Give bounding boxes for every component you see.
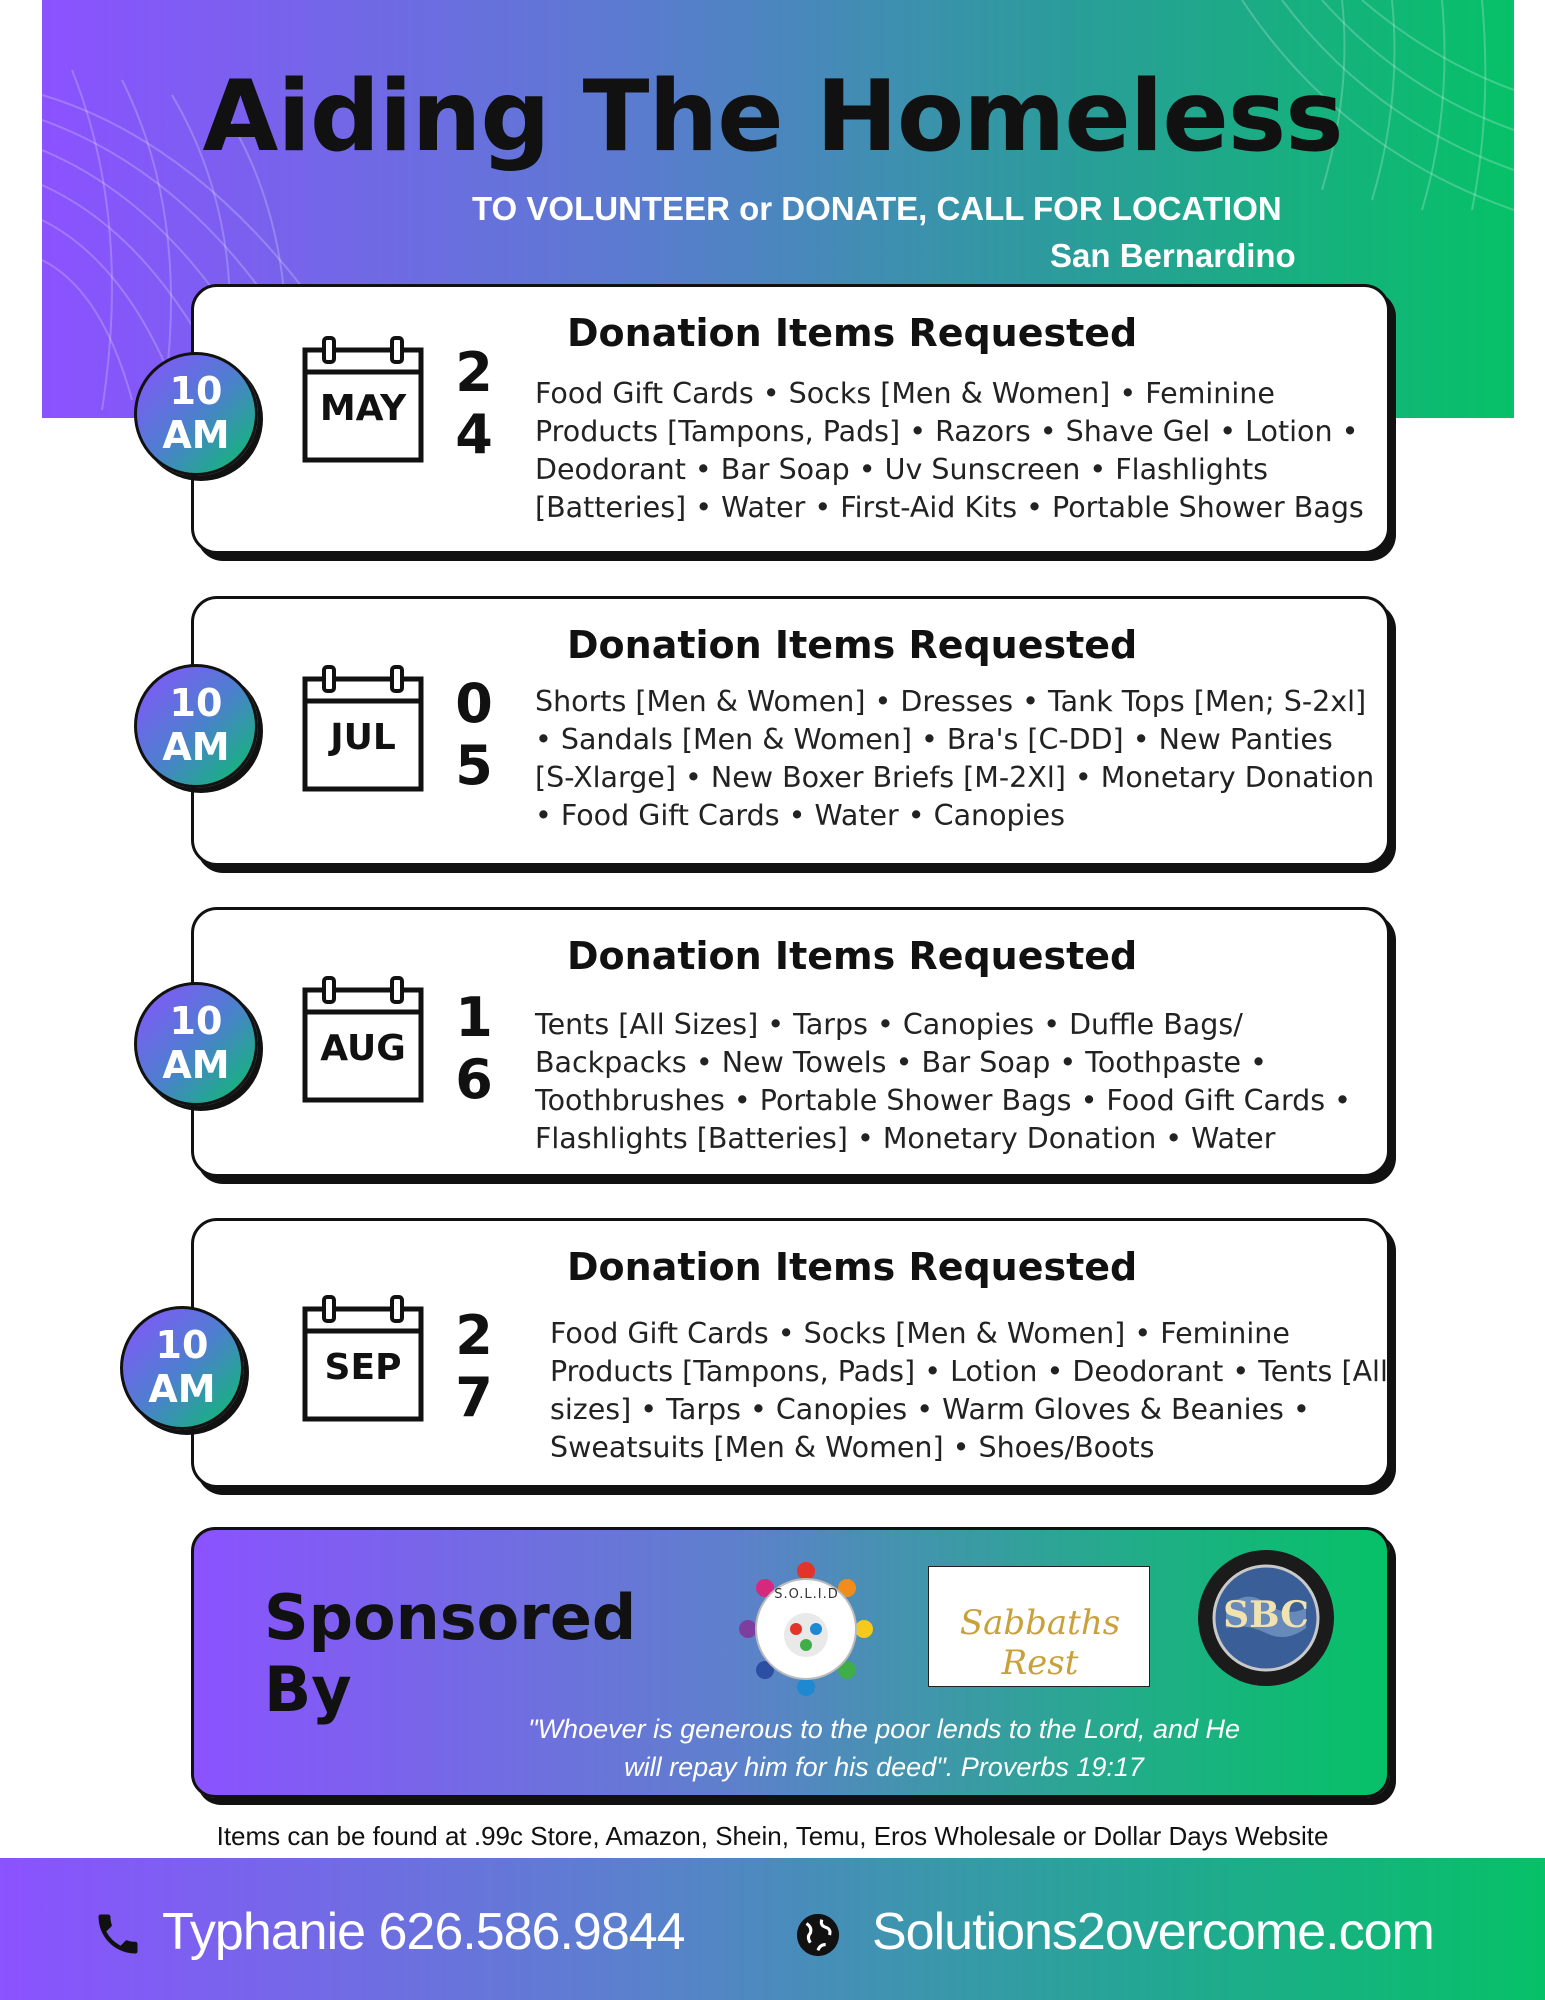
phone-contact[interactable]: Typhanie 626.586.9844 [162, 1903, 685, 1961]
globe-icon [795, 1912, 841, 1958]
calendar-icon [302, 976, 424, 1098]
day-digit: 0 [455, 672, 493, 735]
time-period: AM [162, 725, 230, 769]
second-baptist-church-logo [1196, 1548, 1336, 1688]
day-digit: 2 [455, 341, 493, 404]
donation-items-list: Food Gift Cards • Socks [Men & Women] • Feminine Products [Tampons, Pads] • Lotion • Deodorant • Tents [All sizes] • Tarps • Canopies • Warm Gloves & Beanies • Sweatsuits [Men & Women] • Shoes/Boots [550, 1317, 1388, 1464]
calendar-month: SEP [324, 1347, 402, 1388]
time-period: AM [162, 413, 230, 457]
calendar-icon [302, 665, 424, 787]
sabbaths-rest-logo-text: Sabbaths Rest [959, 1603, 1121, 1683]
website-link[interactable]: Solutions2overcome.com [872, 1903, 1434, 1961]
calendar-month: AUG [320, 1028, 406, 1069]
calendar-icon [302, 336, 424, 458]
solid-logo [734, 1557, 879, 1702]
card-heading: Donation Items Requested [567, 311, 1138, 355]
calendar-month: MAY [319, 388, 407, 429]
calendar-icon [302, 1295, 424, 1417]
sabbaths-rest-logo [928, 1566, 1150, 1687]
time-period: AM [162, 1043, 230, 1087]
time-hour: 10 [169, 681, 223, 725]
contact-footer [0, 1858, 1545, 2000]
card-heading: Donation Items Requested [567, 623, 1138, 667]
time-badge [120, 1306, 244, 1430]
donation-items-list: Food Gift Cards • Socks [Men & Women] • Feminine Products [Tampons, Pads] • Razors • Shave Gel • Lotion • Deodorant • Bar Soap • Uv Sunscreen • Flashlights [Batteries] • Water • First-Aid Kits • Portable Shower Bags [535, 377, 1364, 524]
time-badge [134, 352, 258, 476]
time-hour: 10 [155, 1323, 209, 1367]
card-heading: Donation Items Requested [567, 934, 1138, 978]
volunteer-subtitle: TO VOLUNTEER or DONATE, CALL FOR LOCATION [472, 190, 1282, 227]
day-digit: 6 [455, 1048, 493, 1111]
card-heading: Donation Items Requested [567, 1245, 1138, 1289]
sponsor-title-line2: By [264, 1653, 352, 1726]
solid-logo-text: S.O.L.I.D [774, 1587, 839, 1602]
donation-items-list: Shorts [Men & Women] • Dresses • Tank Tops [Men; S-2xl] • Sandals [Men & Women] • Bra's [C-DD] • New Panties [S-Xlarge] • New Boxer Briefs [M-2Xl] • Monetary Donation • Food Gift Cards • Water • Canopies [535, 685, 1375, 832]
city-label: San Bernardino [1050, 237, 1296, 274]
time-period: AM [148, 1367, 216, 1411]
day-digit: 7 [455, 1366, 493, 1429]
day-digit: 2 [455, 1304, 493, 1367]
sponsor-title [264, 1582, 636, 1726]
day-digit: 1 [455, 986, 493, 1049]
page-title: Aiding The Homeless [202, 60, 1343, 174]
time-badge [134, 664, 258, 788]
proverb-quote: "Whoever is generous to the poor lends to the Lord, and He will repay him for his deed". Proverbs 19:17 [527, 1714, 1241, 1782]
sponsor-section [191, 1527, 1390, 1798]
time-hour: 10 [169, 369, 223, 413]
calendar-month: JUL [330, 717, 396, 758]
time-badge [134, 982, 258, 1106]
donation-items-list: Tents [All Sizes] • Tarps • Canopies • Duffle Bags/ Backpacks • New Towels • Bar Soap • Toothpaste • Toothbrushes • Portable Shower Bags • Food Gift Cards • Flashlights [Batteries] • Monetary Donation • Water [535, 1008, 1351, 1155]
day-digit: 5 [455, 734, 493, 797]
day-digit: 4 [455, 403, 493, 466]
sponsor-title-line1: Sponsored [264, 1581, 637, 1654]
time-hour: 10 [169, 999, 223, 1043]
phone-icon [92, 1908, 144, 1960]
source-note: Items can be found at .99c Store, Amazon, Shein, Temu, Eros Wholesale or Dollar Days Website [216, 1821, 1329, 1851]
sbc-logo-text: SBC [1223, 1594, 1309, 1636]
